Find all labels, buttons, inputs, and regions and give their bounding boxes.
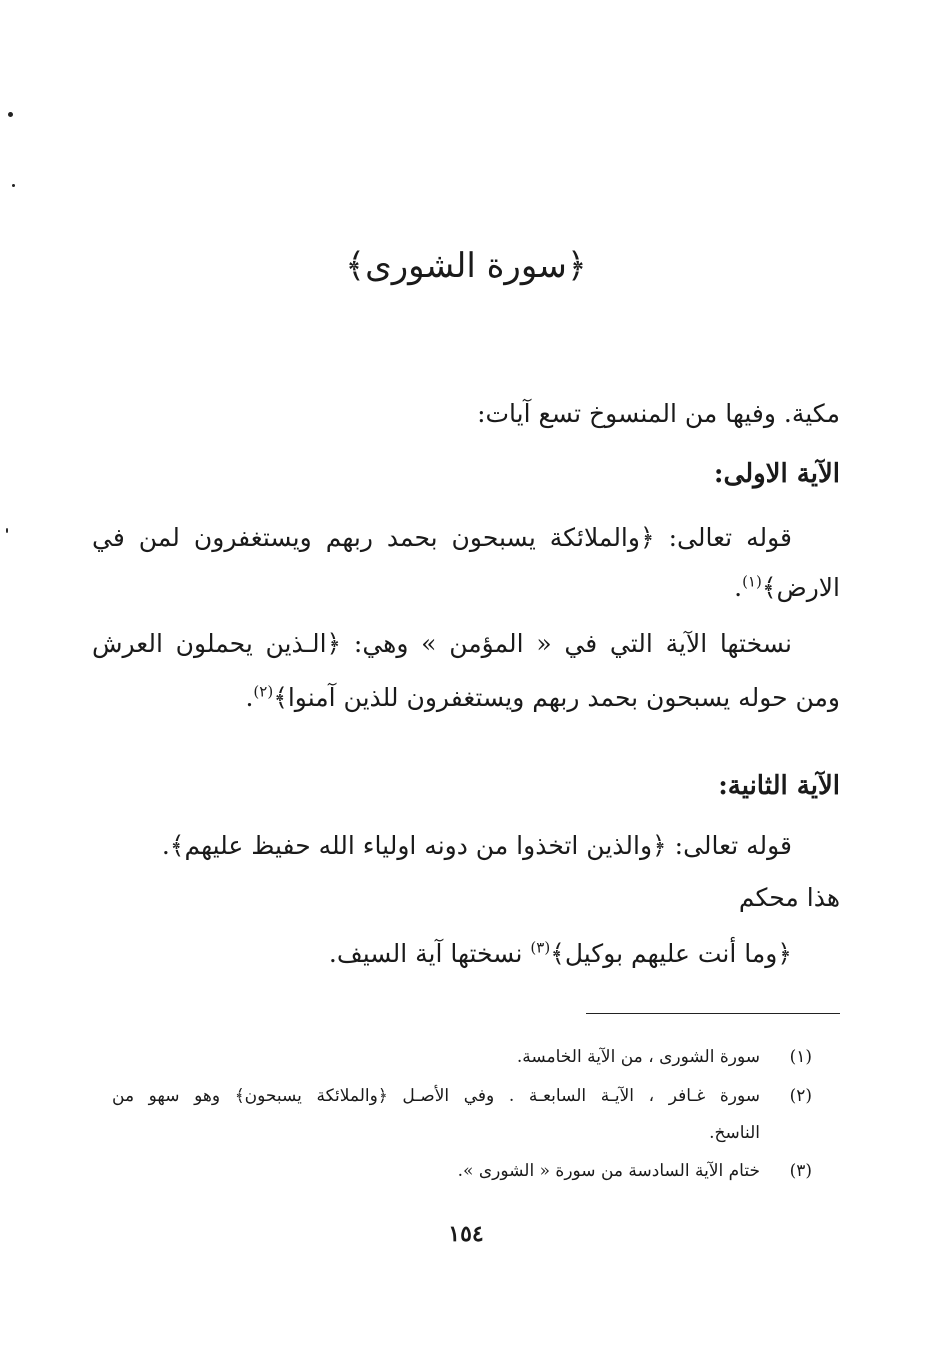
abrogating-verse: ومن حوله يسبحون بحمد ربهم ويستغفرون للذين آمنوا﴾	[273, 683, 840, 712]
footnote-ref-3: (٣)	[530, 938, 551, 957]
footnote-2-continuation: الناسخ.	[709, 1123, 760, 1143]
footnote-2-number: (٢)	[789, 1086, 812, 1106]
footnote-ref-1: (١)	[742, 572, 762, 591]
footnote-3-number: (٣)	[789, 1161, 812, 1181]
footnote-ref-2: (٢)	[253, 682, 274, 701]
footnote-1-text: سورة الشورى ، من الآية الخامسة.	[516, 1047, 760, 1067]
page-number: ١٥٤	[448, 1221, 484, 1247]
scan-speck	[8, 112, 13, 117]
footnote-3-text: ختام الآية السادسة من سورة « الشورى ».	[457, 1161, 760, 1181]
scan-speck	[12, 184, 15, 187]
scan-speck	[6, 528, 8, 533]
verse-1-line-end: .	[734, 573, 743, 602]
verse-2-quote: ﴿وما أنت عليهم بوكيل﴾	[550, 939, 792, 968]
verse-1-heading: الآية الاولى:	[713, 459, 840, 489]
abrogation-line-end: .	[245, 683, 254, 712]
verse-1-quote-end: الارض﴾	[761, 573, 840, 602]
verse-2-ruling: هذا محكم	[738, 883, 840, 912]
abrogation-line-2	[92, 676, 840, 720]
verse-2-line-3	[92, 932, 792, 976]
footnote-2-text: سورة غـافر ، الآيـة السابعـة . وفي الأصـل ﴿والملائكة يسبحون﴾ وهو سهو من	[112, 1086, 760, 1106]
verse-2-abrogation: نسختها آية السيف.	[328, 939, 531, 968]
verse-2-heading: الآية الثانية:	[718, 771, 840, 801]
footnote-1-number: (١)	[789, 1047, 812, 1067]
footnote-separator	[586, 1013, 840, 1014]
intro-text: مكية. وفيها من المنسوخ تسع آيات:	[477, 399, 840, 428]
verse-2-line-1: قوله تعالى: ﴿والذين اتخذوا من دونه اولياء الله حفيظ عليهم﴾.	[161, 831, 792, 860]
abrogation-line-1: نسختها الآية التي في « المؤمن » وهي: ﴿الـذين يحملون العرش	[92, 629, 792, 658]
verse-1-line-2	[92, 566, 840, 610]
verse-1-line-1: قوله تعالى: ﴿والملائكة يسبحون بحمد ربهم ويستغفرون لمن في	[92, 523, 792, 552]
surah-title: ﴿سورة الشورى﴾	[345, 246, 587, 286]
